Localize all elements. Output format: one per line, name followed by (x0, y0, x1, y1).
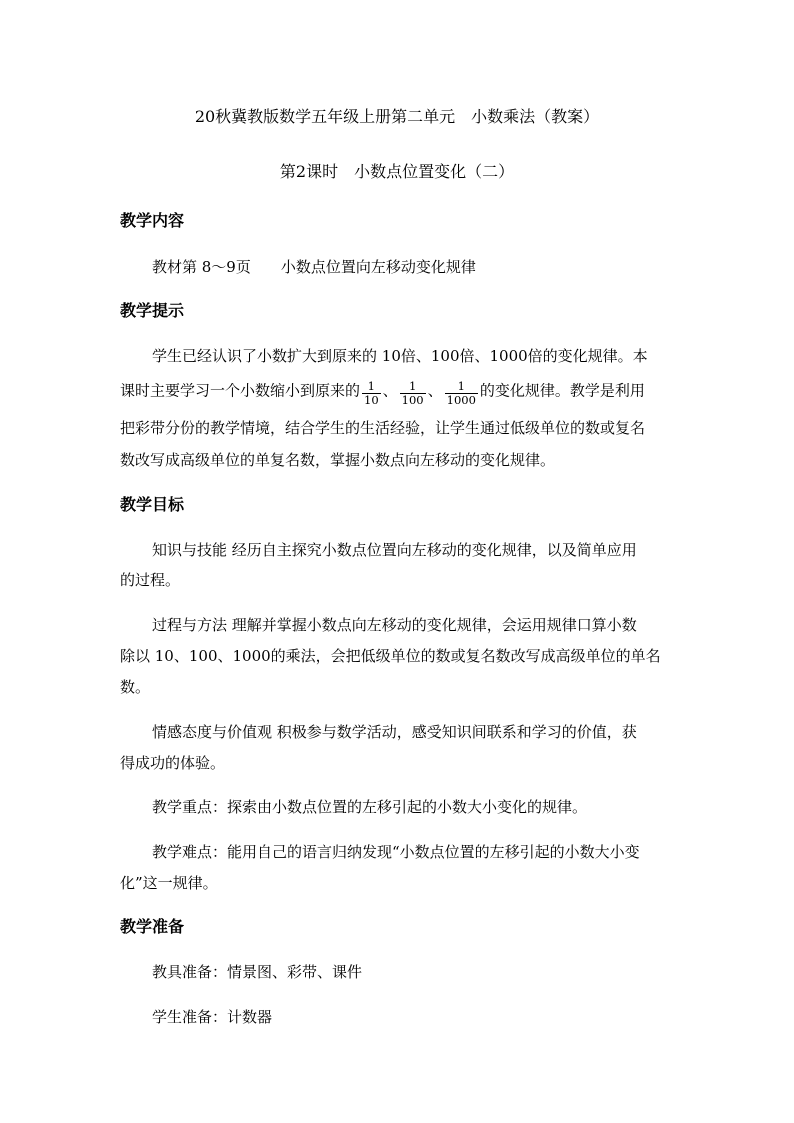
tips-line-4: 数改写成高级单位的单复名数，掌握小数点向左移动的变化规律。 (120, 451, 556, 469)
separator: 、 (427, 381, 443, 400)
fraction-one-tenth: $\frac{1}{10}$ (364, 379, 379, 407)
section-heading-prep: 教学准备 (120, 917, 185, 936)
section-heading-tips: 教学提示 (120, 301, 185, 320)
tips-line-3: 把彩带分份的教学情境，结合学生的生活经验，让学生通过低级单位的数或复名 (120, 419, 646, 437)
tips-line-2-start: 课时主要学习一个小数缩小到原来的 (120, 381, 361, 400)
student-prep: 学生准备：计数器 (152, 1008, 273, 1026)
fraction-one-thousandth: $\frac{1}{1000}$ (446, 379, 476, 407)
tips-line-2 (120, 378, 645, 405)
difficult-point-line-1: 教学难点：能用自己的语言归纳发现“小数点位置的左移引起的小数大小变 (152, 843, 640, 861)
goal-knowledge-line-2: 的过程。 (120, 571, 181, 589)
difficult-point-line-2: 化”这一规律。 (120, 874, 218, 892)
section-heading-goals: 教学目标 (120, 495, 185, 514)
teacher-prep: 教具准备：情景图、彩带、课件 (152, 963, 363, 981)
goal-process-line-2: 除以 10、100、1000的乘法，会把低级单位的数或复名数改写成高级单位的单名 (120, 647, 661, 665)
tips-line-1: 学生已经认识了小数扩大到原来的 10倍、100倍、1000倍的变化规律。本 (152, 347, 648, 365)
goal-knowledge-line-1: 知识与技能 经历自主探究小数点位置向左移动的变化规律，以及简单应用 (152, 541, 637, 559)
lesson-subtitle: 第2课时 小数点位置变化（二） (279, 162, 515, 181)
section-heading-content: 教学内容 (120, 211, 185, 230)
fraction-one-hundredth: $\frac{1}{100}$ (401, 379, 424, 407)
goal-attitude-line-2: 得成功的体验。 (120, 754, 226, 772)
goal-process-line-1: 过程与方法 理解并掌握小数点向左移动的变化规律，会运用规律口算小数 (152, 616, 637, 634)
content-text: 教材第 8～9页 小数点位置向左移动变化规律 (152, 258, 476, 276)
separator: 、 (382, 381, 398, 400)
goal-attitude-line-1: 情感态度与价值观 积极参与数学活动，感受知识间联系和学习的价值，获 (152, 723, 637, 741)
key-point: 教学重点：探索由小数点位置的左移引起的小数大小变化的规律。 (152, 798, 588, 816)
goal-process-line-3: 数。 (120, 678, 151, 696)
tips-line-2-end: 的变化规律。教学是利用 (479, 381, 645, 400)
document-title: 20秋冀教版数学五年级上册第二单元 小数乘法（教案） (194, 107, 600, 126)
